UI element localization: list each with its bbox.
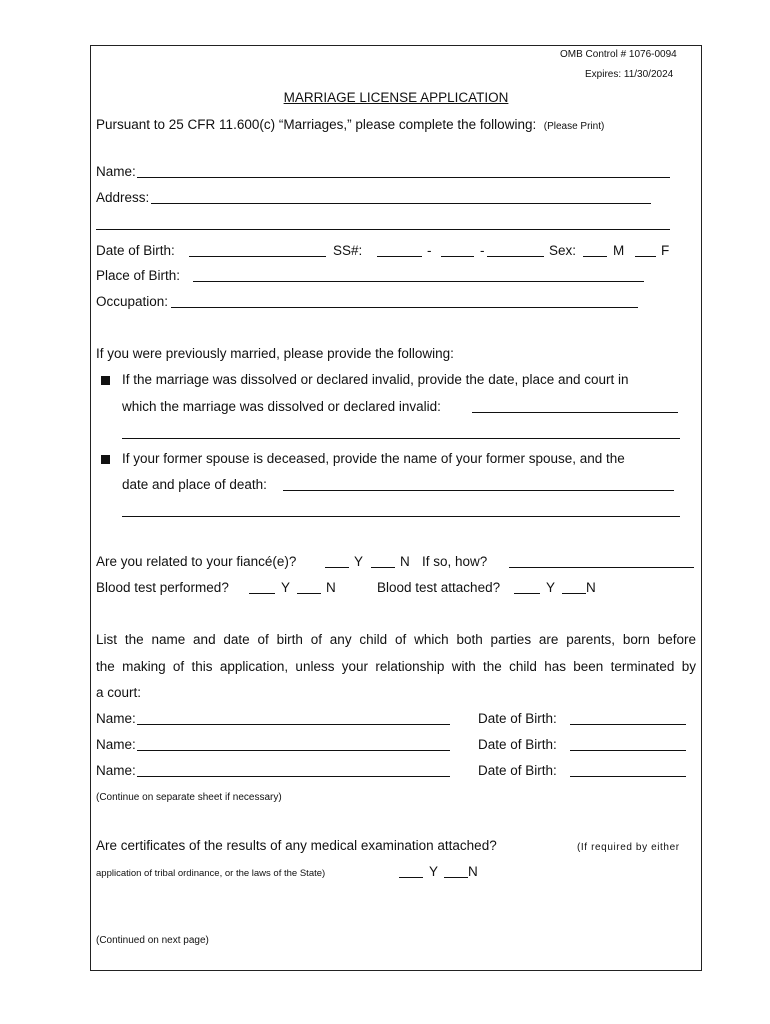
- bullet-icon: [101, 376, 110, 385]
- child-dob-field[interactable]: [570, 724, 686, 725]
- continued-next-page-note: (Continued on next page): [96, 935, 209, 946]
- dissolved-instructions-line-1: If the marriage was dissolved or declared invalid, provide the date, place and court in: [122, 372, 629, 387]
- expiration-date: Expires: 11/30/2024: [585, 69, 674, 80]
- blood-test-performed-label: Blood test performed?: [96, 580, 229, 595]
- please-print-note: (Please Print): [543, 121, 605, 132]
- deceased-details-field-line-2[interactable]: [122, 516, 680, 517]
- form-title: MARRIAGE LICENSE APPLICATION: [283, 90, 509, 105]
- blood-attached-yes-field[interactable]: [514, 593, 540, 594]
- child-name-label: Name:: [96, 737, 136, 752]
- name-field[interactable]: [137, 177, 670, 178]
- form-border: [90, 45, 702, 971]
- deceased-details-field[interactable]: [283, 490, 674, 491]
- ss-dash-1: -: [427, 243, 432, 258]
- sex-m-field[interactable]: [583, 256, 607, 257]
- medical-note-line-1: (If required by either: [577, 842, 680, 853]
- medical-yes-label: Y: [429, 864, 439, 879]
- blood-performed-yes-field[interactable]: [249, 593, 275, 594]
- blood-attached-yes-label: Y: [546, 580, 556, 595]
- ss-label: SS#:: [333, 243, 363, 258]
- blood-performed-no-label: N: [326, 580, 336, 595]
- child-name-field[interactable]: [137, 776, 450, 777]
- child-dob-field[interactable]: [570, 776, 686, 777]
- deceased-instructions-line-2: date and place of death:: [122, 477, 267, 492]
- omb-control-number: OMB Control # 1076-0094: [560, 49, 677, 60]
- intro-text: Pursuant to 25 CFR 11.600(c) “Marriages,” please complete the following: (Please Print): [96, 117, 605, 132]
- related-yes-field[interactable]: [325, 567, 349, 568]
- name-label: Name:: [96, 164, 136, 179]
- child-name-field[interactable]: [137, 724, 450, 725]
- child-name-label: Name:: [96, 711, 136, 726]
- address-field-line-2[interactable]: [96, 229, 670, 230]
- previous-marriage-intro: If you were previously married, please provide the following:: [96, 346, 454, 361]
- deceased-instructions-line-1: If your former spouse is deceased, provide the name of your former spouse, and the: [122, 451, 625, 466]
- medical-no-label: N: [468, 864, 478, 879]
- child-dob-field[interactable]: [570, 750, 686, 751]
- children-instructions-line-2: the making of this application, unless your relationship with the child has been terminated by: [96, 659, 696, 674]
- related-question: Are you related to your fiancé(e)?: [96, 554, 297, 569]
- continue-separate-sheet-note: (Continue on separate sheet if necessary): [96, 792, 282, 803]
- related-how-field[interactable]: [509, 567, 694, 568]
- address-label: Address:: [96, 190, 150, 205]
- blood-test-attached-label: Blood test attached?: [377, 580, 501, 595]
- children-instructions-line-1: List the name and date of birth of any child of which both parties are parents, born before: [96, 632, 696, 647]
- ss-dash-2: -: [480, 243, 485, 258]
- child-dob-label: Date of Birth:: [478, 737, 557, 752]
- sex-label: Sex:: [549, 243, 577, 258]
- medical-note-line-2: application of tribal ordinance, or the laws of the State): [96, 868, 326, 879]
- sex-f-label: F: [661, 243, 670, 258]
- blood-attached-no-label: N: [586, 580, 596, 595]
- place-of-birth-field[interactable]: [193, 281, 644, 282]
- child-dob-label: Date of Birth:: [478, 763, 557, 778]
- related-no-field[interactable]: [371, 567, 395, 568]
- blood-performed-yes-label: Y: [281, 580, 291, 595]
- medical-no-field[interactable]: [444, 877, 468, 878]
- dob-label: Date of Birth:: [96, 243, 175, 258]
- place-of-birth-label: Place of Birth:: [96, 268, 181, 283]
- child-name-label: Name:: [96, 763, 136, 778]
- occupation-field[interactable]: [171, 307, 638, 308]
- dissolved-instructions-line-2: which the marriage was dissolved or declared invalid:: [122, 399, 441, 414]
- medical-yes-field[interactable]: [399, 877, 423, 878]
- dob-field[interactable]: [189, 256, 326, 257]
- related-no-label: N: [400, 554, 410, 569]
- occupation-label: Occupation:: [96, 294, 169, 309]
- children-instructions-line-3: a court:: [96, 685, 142, 700]
- child-dob-label: Date of Birth:: [478, 711, 557, 726]
- address-field[interactable]: [151, 203, 651, 204]
- related-how-label: If so, how?: [422, 554, 488, 569]
- dissolved-details-field[interactable]: [472, 412, 678, 413]
- sex-f-field[interactable]: [635, 256, 656, 257]
- ss-field-part-1[interactable]: [377, 256, 422, 257]
- bullet-icon: [101, 455, 110, 464]
- blood-performed-no-field[interactable]: [297, 593, 321, 594]
- child-name-field[interactable]: [137, 750, 450, 751]
- ss-field-part-2[interactable]: [441, 256, 474, 257]
- dissolved-details-field-line-2[interactable]: [122, 438, 680, 439]
- sex-m-label: M: [613, 243, 625, 258]
- medical-question: Are certificates of the results of any medical examination attached?: [96, 838, 497, 853]
- related-yes-label: Y: [354, 554, 364, 569]
- blood-attached-no-field[interactable]: [562, 593, 586, 594]
- ss-field-part-3[interactable]: [487, 256, 544, 257]
